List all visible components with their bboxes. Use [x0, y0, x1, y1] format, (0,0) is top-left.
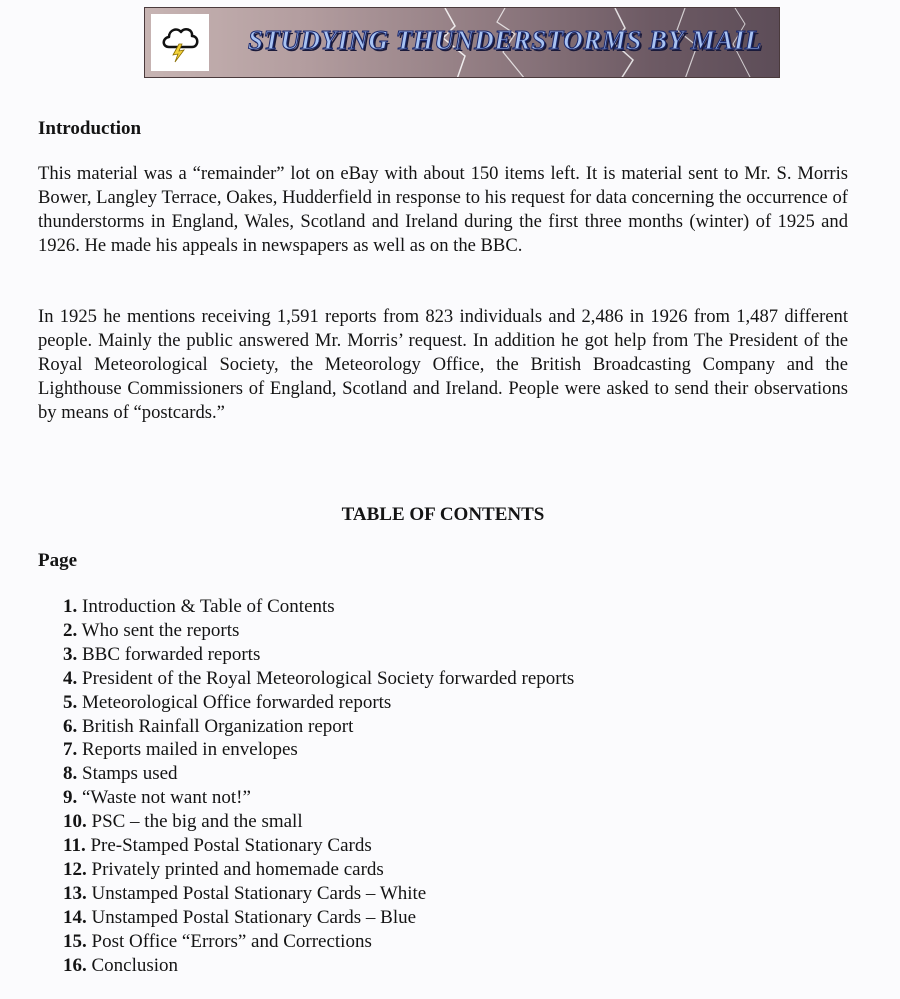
header-banner — [144, 7, 780, 78]
logo-box — [151, 14, 209, 71]
toc-item — [63, 906, 574, 930]
toc-item-number: 1. — [63, 596, 78, 617]
toc-item — [63, 715, 574, 739]
banner-title: STUDYING THUNDERSTORMS BY MAIL — [248, 25, 762, 55]
toc-item-text: Conclusion — [91, 954, 179, 976]
toc-title: TABLE OF CONTENTS — [341, 504, 545, 525]
toc-item-text: Meteorological Office forwarded reports — [82, 691, 392, 713]
toc-item-text: Reports mailed in envelopes — [82, 739, 298, 761]
toc-item — [63, 882, 574, 906]
toc-item — [63, 834, 574, 858]
toc-item-text: Pre-Stamped Postal Stationary Cards — [90, 835, 372, 857]
toc-item — [63, 810, 574, 834]
toc-item-number: 10. — [63, 811, 87, 833]
toc-list — [63, 595, 574, 978]
toc-item-number: 2. — [63, 619, 78, 641]
toc-item-number: 3. — [63, 643, 78, 665]
toc-item-number: 16. — [63, 954, 87, 976]
thundercloud-icon — [157, 17, 203, 68]
toc-item-text: “Waste not want not!” — [82, 787, 251, 809]
toc-item-number: 11. — [63, 835, 86, 857]
toc-item-text: President of the Royal Meteorological Society forwarded reports — [82, 667, 575, 689]
toc-item — [63, 954, 574, 978]
toc-item — [63, 858, 574, 882]
toc-item-text: Stamps used — [82, 763, 178, 785]
toc-item-text: Who sent the reports — [81, 619, 240, 641]
toc-item — [63, 786, 574, 810]
toc-item — [63, 643, 574, 667]
toc-item-number: 7. — [63, 739, 78, 761]
toc-item-text: Privately printed and homemade cards — [91, 858, 384, 880]
intro-paragraph-1: This material was a “remainder” lot on eBay with about 150 items left. It is material sent to Mr. S. Morris Bower, Langley Terrace, Oakes, Hudderfield in response to his request for data concerning the occurrence of thunderstorms in England, Wales, Scotland and Ireland during the first three months (winter) of 1925 and 1926. He made his appeals in newspapers as well as on the BBC. — [38, 163, 848, 256]
toc-item — [63, 595, 574, 619]
intro-paragraph-2: In 1925 he mentions receiving 1,591 reports from 823 individuals and 2,486 in 1926 from 1,487 different people. Mainly the public answered Mr. Morris’ request. In addition he got help from The President of the Royal Meteorological Society, the Meteorology Office, the British Broadcasting Company and the Lighthouse Commissioners of England, Scotland and Ireland. People were asked to send their observations by means of “postcards.” — [38, 306, 848, 423]
toc-item-number: 12. — [63, 858, 87, 880]
toc-item-number: 5. — [63, 691, 78, 713]
toc-item-text: Post Office “Errors” and Corrections — [91, 930, 372, 952]
toc-item — [63, 667, 574, 691]
toc-item-text: Introduction & Table of Contents — [82, 596, 335, 617]
toc-item-number: 14. — [63, 906, 87, 928]
toc-item-number: 9. — [63, 787, 78, 809]
toc-item-number: 4. — [63, 667, 78, 689]
intro-heading: Introduction — [38, 118, 142, 139]
toc-item-text: Unstamped Postal Stationary Cards – Blue — [91, 906, 417, 928]
toc-item-text: Unstamped Postal Stationary Cards – White — [91, 882, 427, 904]
toc-item — [63, 762, 574, 786]
toc-item-number: 8. — [63, 763, 78, 785]
page-label: Page — [38, 550, 78, 571]
toc-item — [63, 738, 574, 762]
toc-item — [63, 930, 574, 954]
toc-item-number: 6. — [63, 715, 78, 737]
toc-item-number: 15. — [63, 930, 87, 952]
toc-item — [63, 691, 574, 715]
toc-item-text: British Rainfall Organization report — [82, 715, 354, 737]
toc-item — [63, 619, 574, 643]
toc-item-number: 13. — [63, 882, 87, 904]
toc-item-text: BBC forwarded reports — [82, 643, 261, 665]
toc-item-text: PSC – the big and the small — [91, 811, 303, 833]
